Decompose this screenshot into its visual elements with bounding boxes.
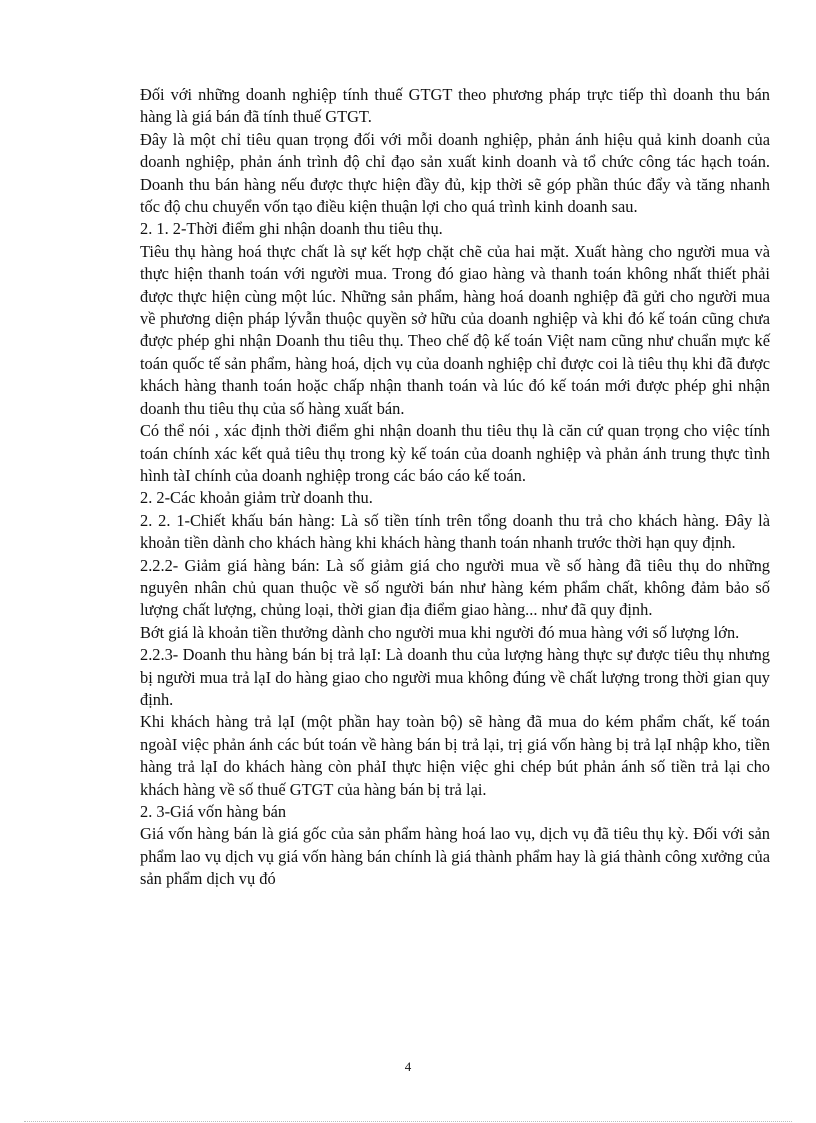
paragraph-sales-returns: 2.2.3- Doanh thu hàng bán bị trả lạI: Là doanh thu của lượng hàng thực sự được tiêu thụ nhưng bị người mua trả lạI do hàng giao cho người mua không đúng về chất lượng trong thời gian quy định. xyxy=(140,645,770,709)
paragraph-sales-discount: 2. 2. 1-Chiết khấu bán hàng: Là số tiền tính trên tổng doanh thu trả cho khách hàng. Đây là khoản tiền dành cho khách hàng khi khách hàng thanh toán nhanh trước thời hạn quy định. xyxy=(140,510,770,553)
paragraph-revenue-importance: Đây là một chỉ tiêu quan trọng đối với mỗi doanh nghiệp, phản ánh hiệu quả kinh doanh của doanh nghiệp, phản ánh trình độ chỉ đạo sản xuất kinh doanh và tổ chức công tác hạch toán. Doanh thu bán hàng nếu được thực hiện đầy đủ, kịp thời sẽ góp phần thúc đẩy và tăng nhanh tốc độ chu chuyển vốn tạo điều kiện thuận lợi cho quá trình kinh doanh sau. xyxy=(140,129,770,217)
section-heading-2-1-2: 2. 1. 2-Thời điểm ghi nhận doanh thu tiêu thụ. xyxy=(140,219,443,239)
paragraph-recognition-importance: Có thể nói , xác định thời điểm ghi nhận doanh thu tiêu thụ là căn cứ quan trọng cho việc tính toán chính xác kết quả tiêu thụ trong kỳ kế toán của doanh nghiệp và phản ánh trung thực tình hình tàI chính của doanh nghiệp trong các báo cáo kế toán. xyxy=(140,421,770,485)
paragraph-gtgt-direct-method: Đối với những doanh nghiệp tính thuế GTGT theo phương pháp trực tiếp thì doanh thu bán hàng là giá bán đã tính thuế GTGT. xyxy=(140,85,770,127)
paragraph-sales-timing: Tiêu thụ hàng hoá thực chất là sự kết hợp chặt chẽ của hai mặt. Xuất hàng cho người mua và thực hiện thanh toán với người mua. Trong đó giao hàng và thanh toán không nhất thiết phải được thực hiện cùng một lúc. Những sản phẩm, hàng hoá doanh nghiệp đã gửi cho người mua về phương diện pháp lývẫn thuộc quyền sở hữu của doanh nghiệp và khi đó kế toán cũng chưa được phép ghi nhận Doanh thu tiêu thụ. Theo chế độ kế toán Việt nam cũng như chuẩn mực kế toán quốc tế sản phẩm, hàng hoá, dịch vụ của doanh nghiệp chỉ được coi là tiêu thụ khi đã được khách hàng thanh toán hoặc chấp nhận thanh toán và lúc đó kế toán mới được phép ghi nhận doanh thu tiêu thụ của số hàng xuất bán. xyxy=(140,241,770,418)
paragraph-price-reduction: 2.2.2- Giảm giá hàng bán: Là số giảm giá cho người mua về số hàng đã tiêu thụ do những nguyên nhân chủ quan thuộc về số người bán như hàng kém phẩm chất, không đảm bảo số lượng chất lượng, chủng loại, thời gian địa điểm giao hàng... như đã quy định. xyxy=(140,555,770,620)
paragraph-rebate: Bớt giá là khoản tiền thưởng dành cho người mua khi người đó mua hàng với số lượng lớn. xyxy=(140,622,740,642)
paragraph-returns-accounting: Khi khách hàng trả lạI (một phần hay toàn bộ) sẽ hàng đã mua do kém phẩm chất, kế toán ngoàI việc phản ánh các bút toán về hàng bán bị trả lại, trị giá vốn hàng bị trả lạI nhập kho, tiền hàng trả lạI do khách hàng còn phảI thực hiện việc ghi chép bút phản ánh số tiền trả lại cho khách hàng về số thuế GTGT của hàng bán bị trả lại. xyxy=(140,712,770,799)
page-number: 4 xyxy=(404,1059,412,1074)
document-body xyxy=(140,84,770,891)
paragraph-cost-of-goods-sold: Giá vốn hàng bán là giá gốc của sản phẩm hàng hoá lao vụ, dịch vụ đã tiêu thụ kỳ. Đối với sản phẩm lao vụ dịch vụ giá vốn hàng bán chính là giá thành phẩm hay là giá thành công xưởng của sản phẩm dịch vụ đó xyxy=(140,824,770,889)
section-heading-2-2: 2. 2-Các khoản giảm trừ doanh thu. xyxy=(140,488,373,508)
page-bottom-divider xyxy=(24,1121,792,1122)
section-heading-2-3: 2. 3-Giá vốn hàng bán xyxy=(140,802,287,821)
